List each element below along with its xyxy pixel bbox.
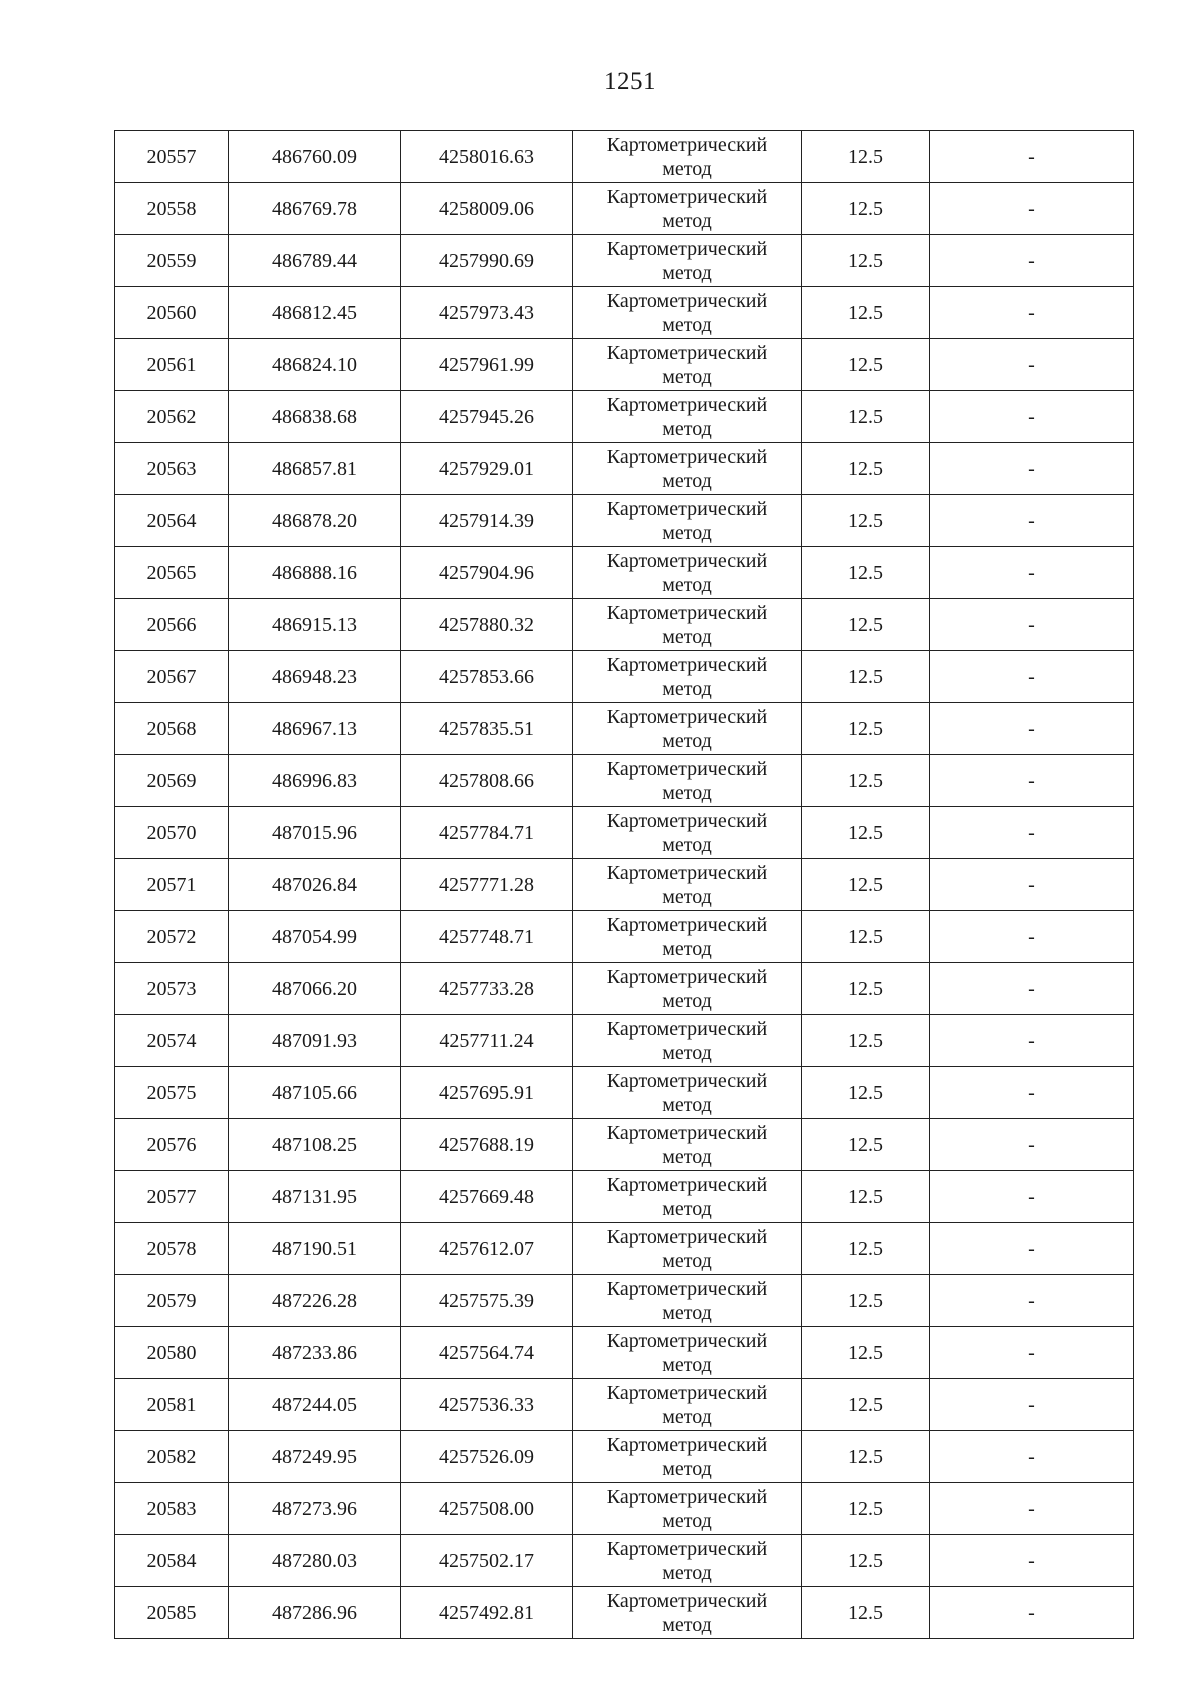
method-text-line-2: метод <box>662 1561 712 1584</box>
method-text-line-1: Картометрический <box>606 1381 768 1404</box>
method-text-line-2: метод <box>662 469 712 492</box>
point-number-cell: 20580 <box>115 1327 229 1379</box>
point-number-cell: 20563 <box>115 443 229 495</box>
note-cell: - <box>930 1327 1134 1379</box>
y-coordinate-cell: 4257492.81 <box>401 1587 573 1639</box>
y-coordinate-cell: 4257961.99 <box>401 339 573 391</box>
method-text-line-1: Картометрический <box>606 653 768 676</box>
x-coordinate-cell: 486915.13 <box>229 599 401 651</box>
method-cell <box>573 963 802 1015</box>
note-cell: - <box>930 1535 1134 1587</box>
point-number-cell: 20584 <box>115 1535 229 1587</box>
note-cell: - <box>930 651 1134 703</box>
table-row <box>115 1275 1134 1327</box>
method-cell <box>573 1015 802 1067</box>
method-text-line-1: Картометрический <box>606 341 768 364</box>
point-number-cell: 20583 <box>115 1483 229 1535</box>
method-text-line-2: метод <box>662 1457 712 1480</box>
note-cell: - <box>930 339 1134 391</box>
note-cell: - <box>930 391 1134 443</box>
note-cell: - <box>930 1275 1134 1327</box>
method-text-line-2: метод <box>662 1041 712 1064</box>
method-text-line-1: Картометрический <box>606 393 768 416</box>
x-coordinate-cell: 487280.03 <box>229 1535 401 1587</box>
method-text-line-2: метод <box>662 157 712 180</box>
method-text-line-1: Картометрический <box>606 497 768 520</box>
method-text-line-2: метод <box>662 313 712 336</box>
point-number-cell: 20576 <box>115 1119 229 1171</box>
accuracy-cell: 12.5 <box>802 963 930 1015</box>
x-coordinate-cell: 487286.96 <box>229 1587 401 1639</box>
note-cell: - <box>930 599 1134 651</box>
table-row <box>115 755 1134 807</box>
point-number-cell: 20582 <box>115 1431 229 1483</box>
point-number-cell: 20566 <box>115 599 229 651</box>
y-coordinate-cell: 4257990.69 <box>401 235 573 287</box>
x-coordinate-cell: 487026.84 <box>229 859 401 911</box>
method-cell <box>573 755 802 807</box>
table-row <box>115 1483 1134 1535</box>
method-cell <box>573 1223 802 1275</box>
table-row <box>115 391 1134 443</box>
x-coordinate-cell: 486948.23 <box>229 651 401 703</box>
y-coordinate-cell: 4257808.66 <box>401 755 573 807</box>
y-coordinate-cell: 4257502.17 <box>401 1535 573 1587</box>
table-row <box>115 807 1134 859</box>
point-number-cell: 20577 <box>115 1171 229 1223</box>
method-text-line-1: Картометрический <box>606 601 768 624</box>
note-cell: - <box>930 547 1134 599</box>
point-number-cell: 20560 <box>115 287 229 339</box>
accuracy-cell: 12.5 <box>802 131 930 183</box>
point-number-cell: 20585 <box>115 1587 229 1639</box>
x-coordinate-cell: 487226.28 <box>229 1275 401 1327</box>
accuracy-cell: 12.5 <box>802 859 930 911</box>
x-coordinate-cell: 487249.95 <box>229 1431 401 1483</box>
method-text-line-2: метод <box>662 573 712 596</box>
method-text-line-2: метод <box>662 937 712 960</box>
accuracy-cell: 12.5 <box>802 1535 930 1587</box>
method-text-line-2: метод <box>662 625 712 648</box>
x-coordinate-cell: 486967.13 <box>229 703 401 755</box>
method-cell <box>573 391 802 443</box>
note-cell: - <box>930 235 1134 287</box>
table-row <box>115 131 1134 183</box>
method-text-line-2: метод <box>662 833 712 856</box>
table-row <box>115 1015 1134 1067</box>
method-text-line-1: Картометрический <box>606 1173 768 1196</box>
method-cell <box>573 131 802 183</box>
accuracy-cell: 12.5 <box>802 1587 930 1639</box>
note-cell: - <box>930 1379 1134 1431</box>
table-row <box>115 599 1134 651</box>
method-text-line-2: метод <box>662 521 712 544</box>
page-number: 1251 <box>604 68 656 95</box>
method-text-line-1: Картометрический <box>606 1433 768 1456</box>
method-text-line-1: Картометрический <box>606 809 768 832</box>
point-number-cell: 20571 <box>115 859 229 911</box>
accuracy-cell: 12.5 <box>802 391 930 443</box>
method-text-line-2: метод <box>662 1197 712 1220</box>
y-coordinate-cell: 4257688.19 <box>401 1119 573 1171</box>
note-cell: - <box>930 1119 1134 1171</box>
table-row <box>115 1171 1134 1223</box>
point-number-cell: 20568 <box>115 703 229 755</box>
method-text-line-1: Картометрический <box>606 861 768 884</box>
method-text-line-1: Картометрический <box>606 1121 768 1144</box>
note-cell: - <box>930 495 1134 547</box>
note-cell: - <box>930 1483 1134 1535</box>
table-row <box>115 963 1134 1015</box>
y-coordinate-cell: 4257526.09 <box>401 1431 573 1483</box>
accuracy-cell: 12.5 <box>802 1015 930 1067</box>
accuracy-cell: 12.5 <box>802 1431 930 1483</box>
point-number-cell: 20564 <box>115 495 229 547</box>
point-number-cell: 20573 <box>115 963 229 1015</box>
method-text-line-1: Картометрический <box>606 549 768 572</box>
accuracy-cell: 12.5 <box>802 1067 930 1119</box>
method-cell <box>573 235 802 287</box>
method-cell <box>573 807 802 859</box>
y-coordinate-cell: 4257748.71 <box>401 911 573 963</box>
method-cell <box>573 547 802 599</box>
note-cell: - <box>930 963 1134 1015</box>
method-text-line-1: Картометрический <box>606 757 768 780</box>
method-text-line-2: метод <box>662 209 712 232</box>
method-text-line-2: метод <box>662 1249 712 1272</box>
method-cell <box>573 287 802 339</box>
x-coordinate-cell: 486789.44 <box>229 235 401 287</box>
table-row <box>115 1223 1134 1275</box>
table-row <box>115 859 1134 911</box>
y-coordinate-cell: 4257575.39 <box>401 1275 573 1327</box>
point-number-cell: 20575 <box>115 1067 229 1119</box>
method-text-line-1: Картометрический <box>606 289 768 312</box>
method-text-line-1: Картометрический <box>606 1485 768 1508</box>
table-row <box>115 651 1134 703</box>
y-coordinate-cell: 4258016.63 <box>401 131 573 183</box>
accuracy-cell: 12.5 <box>802 807 930 859</box>
table-row <box>115 287 1134 339</box>
method-cell <box>573 1327 802 1379</box>
method-text-line-2: метод <box>662 677 712 700</box>
method-cell <box>573 1587 802 1639</box>
method-cell <box>573 339 802 391</box>
x-coordinate-cell: 487131.95 <box>229 1171 401 1223</box>
table-row <box>115 1379 1134 1431</box>
y-coordinate-cell: 4257973.43 <box>401 287 573 339</box>
method-text-line-2: метод <box>662 1405 712 1428</box>
accuracy-cell: 12.5 <box>802 703 930 755</box>
accuracy-cell: 12.5 <box>802 1379 930 1431</box>
x-coordinate-cell: 487244.05 <box>229 1379 401 1431</box>
y-coordinate-cell: 4257508.00 <box>401 1483 573 1535</box>
table-row <box>115 1067 1134 1119</box>
table-row <box>115 911 1134 963</box>
accuracy-cell: 12.5 <box>802 1223 930 1275</box>
accuracy-cell: 12.5 <box>802 339 930 391</box>
x-coordinate-cell: 487066.20 <box>229 963 401 1015</box>
method-cell <box>573 1119 802 1171</box>
x-coordinate-cell: 486769.78 <box>229 183 401 235</box>
note-cell: - <box>930 1431 1134 1483</box>
accuracy-cell: 12.5 <box>802 287 930 339</box>
method-cell <box>573 651 802 703</box>
y-coordinate-cell: 4257904.96 <box>401 547 573 599</box>
method-text-line-2: метод <box>662 417 712 440</box>
x-coordinate-cell: 487108.25 <box>229 1119 401 1171</box>
y-coordinate-cell: 4257945.26 <box>401 391 573 443</box>
y-coordinate-cell: 4257669.48 <box>401 1171 573 1223</box>
table-row <box>115 1535 1134 1587</box>
method-text-line-1: Картометрический <box>606 133 768 156</box>
accuracy-cell: 12.5 <box>802 651 930 703</box>
note-cell: - <box>930 131 1134 183</box>
method-text-line-2: метод <box>662 989 712 1012</box>
y-coordinate-cell: 4257853.66 <box>401 651 573 703</box>
x-coordinate-cell: 487273.96 <box>229 1483 401 1535</box>
table-row <box>115 443 1134 495</box>
table-row <box>115 1587 1134 1639</box>
method-text-line-2: метод <box>662 1145 712 1168</box>
point-number-cell: 20578 <box>115 1223 229 1275</box>
x-coordinate-cell: 486878.20 <box>229 495 401 547</box>
accuracy-cell: 12.5 <box>802 1119 930 1171</box>
x-coordinate-cell: 487190.51 <box>229 1223 401 1275</box>
accuracy-cell: 12.5 <box>802 495 930 547</box>
note-cell: - <box>930 183 1134 235</box>
accuracy-cell: 12.5 <box>802 1483 930 1535</box>
method-text-line-1: Картометрический <box>606 445 768 468</box>
x-coordinate-cell: 487091.93 <box>229 1015 401 1067</box>
x-coordinate-cell: 487105.66 <box>229 1067 401 1119</box>
table-row <box>115 1119 1134 1171</box>
point-number-cell: 20559 <box>115 235 229 287</box>
y-coordinate-cell: 4258009.06 <box>401 183 573 235</box>
y-coordinate-cell: 4257733.28 <box>401 963 573 1015</box>
note-cell: - <box>930 859 1134 911</box>
point-number-cell: 20581 <box>115 1379 229 1431</box>
x-coordinate-cell: 486824.10 <box>229 339 401 391</box>
note-cell: - <box>930 1171 1134 1223</box>
accuracy-cell: 12.5 <box>802 1275 930 1327</box>
method-text-line-1: Картометрический <box>606 1537 768 1560</box>
table-row <box>115 339 1134 391</box>
method-cell <box>573 1171 802 1223</box>
coordinates-table <box>114 130 1134 1639</box>
method-cell <box>573 859 802 911</box>
method-text-line-1: Картометрический <box>606 1329 768 1352</box>
method-text-line-2: метод <box>662 1301 712 1324</box>
point-number-cell: 20562 <box>115 391 229 443</box>
x-coordinate-cell: 486812.45 <box>229 287 401 339</box>
coordinates-table-body <box>115 131 1134 1639</box>
note-cell: - <box>930 443 1134 495</box>
note-cell: - <box>930 1223 1134 1275</box>
note-cell: - <box>930 755 1134 807</box>
accuracy-cell: 12.5 <box>802 755 930 807</box>
method-text-line-1: Картометрический <box>606 705 768 728</box>
note-cell: - <box>930 807 1134 859</box>
method-text-line-2: метод <box>662 729 712 752</box>
y-coordinate-cell: 4257771.28 <box>401 859 573 911</box>
note-cell: - <box>930 1015 1134 1067</box>
x-coordinate-cell: 487015.96 <box>229 807 401 859</box>
point-number-cell: 20557 <box>115 131 229 183</box>
table-row <box>115 235 1134 287</box>
method-cell <box>573 1431 802 1483</box>
method-cell <box>573 1275 802 1327</box>
table-row <box>115 1327 1134 1379</box>
method-text-line-1: Картометрический <box>606 1277 768 1300</box>
point-number-cell: 20572 <box>115 911 229 963</box>
method-text-line-1: Картометрический <box>606 237 768 260</box>
method-cell <box>573 183 802 235</box>
accuracy-cell: 12.5 <box>802 1327 930 1379</box>
method-text-line-2: метод <box>662 261 712 284</box>
method-text-line-2: метод <box>662 1093 712 1116</box>
method-text-line-2: метод <box>662 781 712 804</box>
accuracy-cell: 12.5 <box>802 911 930 963</box>
note-cell: - <box>930 287 1134 339</box>
y-coordinate-cell: 4257612.07 <box>401 1223 573 1275</box>
accuracy-cell: 12.5 <box>802 599 930 651</box>
method-text-line-2: метод <box>662 1509 712 1532</box>
x-coordinate-cell: 486888.16 <box>229 547 401 599</box>
method-text-line-1: Картометрический <box>606 913 768 936</box>
method-cell <box>573 911 802 963</box>
y-coordinate-cell: 4257929.01 <box>401 443 573 495</box>
y-coordinate-cell: 4257835.51 <box>401 703 573 755</box>
table-row <box>115 183 1134 235</box>
method-cell <box>573 495 802 547</box>
method-text-line-1: Картометрический <box>606 1069 768 1092</box>
method-text-line-2: метод <box>662 1353 712 1376</box>
table-row <box>115 547 1134 599</box>
y-coordinate-cell: 4257536.33 <box>401 1379 573 1431</box>
method-cell <box>573 1379 802 1431</box>
x-coordinate-cell: 486857.81 <box>229 443 401 495</box>
method-text-line-1: Картометрический <box>606 185 768 208</box>
method-text-line-1: Картометрический <box>606 1225 768 1248</box>
point-number-cell: 20567 <box>115 651 229 703</box>
method-cell <box>573 1483 802 1535</box>
accuracy-cell: 12.5 <box>802 443 930 495</box>
method-text-line-1: Картометрический <box>606 965 768 988</box>
point-number-cell: 20565 <box>115 547 229 599</box>
method-cell <box>573 703 802 755</box>
table-row <box>115 1431 1134 1483</box>
x-coordinate-cell: 486838.68 <box>229 391 401 443</box>
accuracy-cell: 12.5 <box>802 183 930 235</box>
y-coordinate-cell: 4257914.39 <box>401 495 573 547</box>
accuracy-cell: 12.5 <box>802 235 930 287</box>
method-cell <box>573 1067 802 1119</box>
method-cell <box>573 599 802 651</box>
note-cell: - <box>930 1067 1134 1119</box>
method-text-line-2: метод <box>662 365 712 388</box>
point-number-cell: 20569 <box>115 755 229 807</box>
method-cell <box>573 443 802 495</box>
method-text-line-2: метод <box>662 1613 712 1636</box>
method-text-line-1: Картометрический <box>606 1017 768 1040</box>
point-number-cell: 20574 <box>115 1015 229 1067</box>
note-cell: - <box>930 1587 1134 1639</box>
point-number-cell: 20570 <box>115 807 229 859</box>
method-text-line-2: метод <box>662 885 712 908</box>
y-coordinate-cell: 4257784.71 <box>401 807 573 859</box>
x-coordinate-cell: 487233.86 <box>229 1327 401 1379</box>
method-text-line-1: Картометрический <box>606 1589 768 1612</box>
x-coordinate-cell: 486760.09 <box>229 131 401 183</box>
note-cell: - <box>930 911 1134 963</box>
table-row <box>115 703 1134 755</box>
y-coordinate-cell: 4257711.24 <box>401 1015 573 1067</box>
y-coordinate-cell: 4257564.74 <box>401 1327 573 1379</box>
note-cell: - <box>930 703 1134 755</box>
accuracy-cell: 12.5 <box>802 1171 930 1223</box>
point-number-cell: 20558 <box>115 183 229 235</box>
point-number-cell: 20561 <box>115 339 229 391</box>
y-coordinate-cell: 4257695.91 <box>401 1067 573 1119</box>
method-cell <box>573 1535 802 1587</box>
y-coordinate-cell: 4257880.32 <box>401 599 573 651</box>
x-coordinate-cell: 486996.83 <box>229 755 401 807</box>
table-row <box>115 495 1134 547</box>
accuracy-cell: 12.5 <box>802 547 930 599</box>
x-coordinate-cell: 487054.99 <box>229 911 401 963</box>
point-number-cell: 20579 <box>115 1275 229 1327</box>
